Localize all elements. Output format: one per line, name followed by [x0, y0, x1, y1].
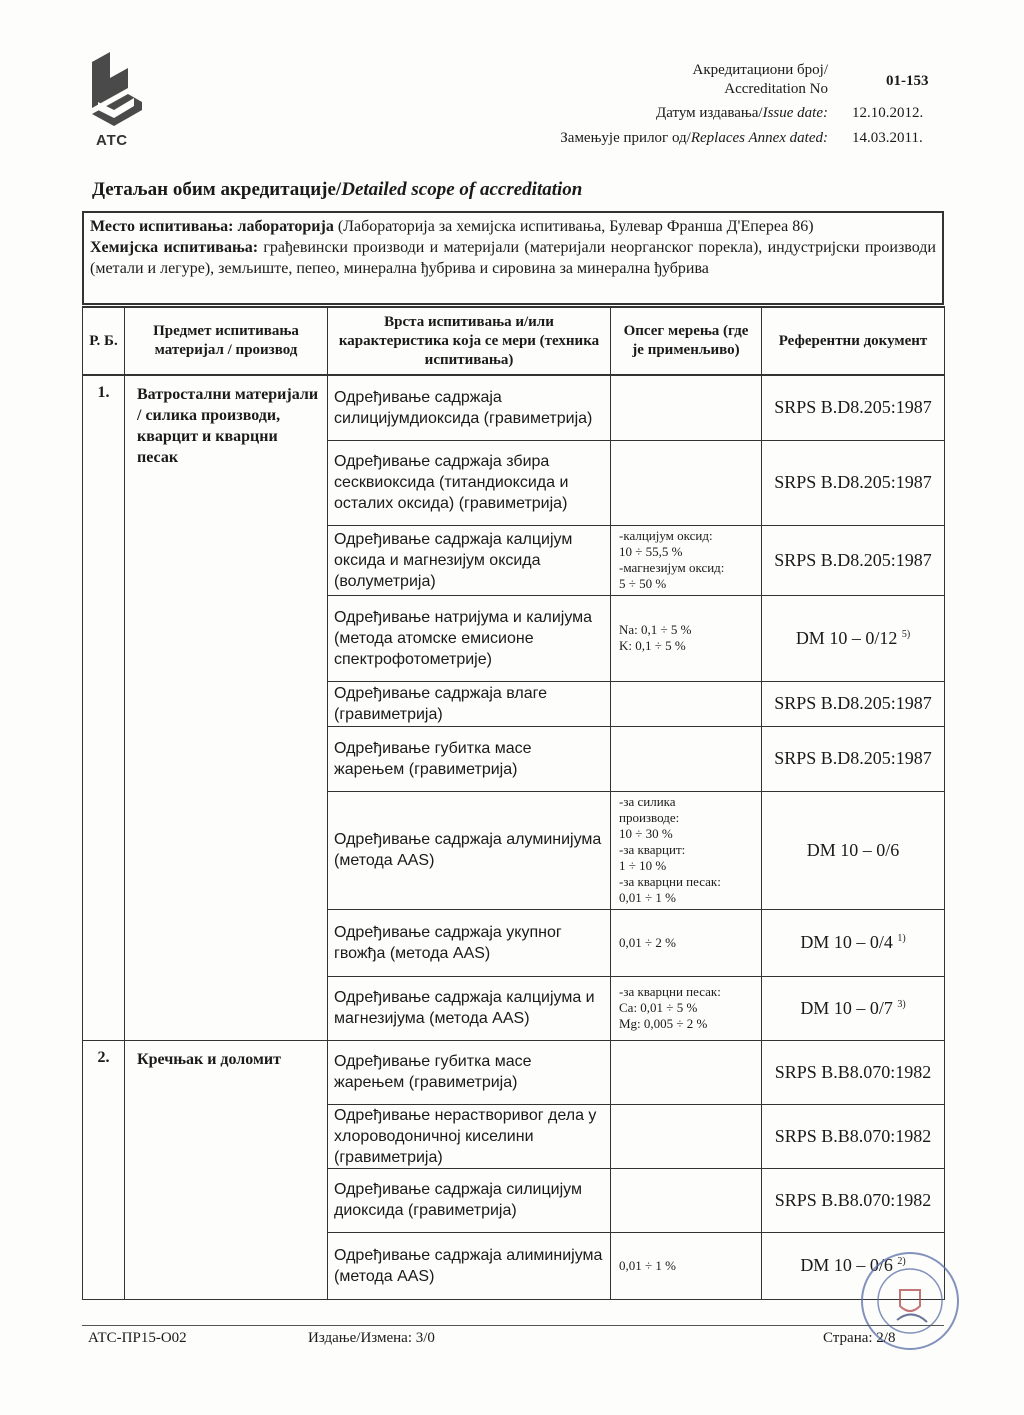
- ref-document: DM 10 – 0/7: [800, 997, 893, 1018]
- test-cell: Одређивање садржаја укупног гвожђа (метода AAS): [328, 909, 611, 976]
- col-test: Врста испитивања и/или карактеристика која се мери (техника испитивања): [328, 307, 611, 375]
- place-label: Место испитивања: лабораторија: [90, 218, 334, 235]
- ref-footnote: 1): [897, 933, 906, 944]
- ref-cell: [762, 440, 945, 525]
- place-value: (Лабораторија за хемијска испитивања, Булевар Франша Д'Епереа 86): [333, 218, 814, 235]
- footer-doc-code: АТС-ПР15-О02: [88, 1330, 187, 1346]
- range-cell: -за силика производе: 10 ÷ 30 % -за кварцит: 1 ÷ 10 % -за кварцни песак: 0,01 ÷ 1 %: [611, 791, 762, 909]
- test-cell: Одређивање губитка масе жарењем (гравиметрија): [328, 726, 611, 791]
- col-subject: Предмет испитивања материјал / производ: [125, 307, 328, 375]
- ref-document: SRPS B.B8.070:1982: [774, 1061, 932, 1082]
- col-rb: Р. Б.: [83, 307, 125, 375]
- footer-divider: [82, 1325, 944, 1326]
- ref-document: DM 10 – 0/4: [800, 932, 893, 952]
- subject-cell: Ватростални материјали / силика производи, кварцит и кварцни песак: [125, 375, 328, 1040]
- col-range: Опсег мерења (где је применљиво): [611, 307, 762, 375]
- ref-footnote: 2): [897, 1256, 906, 1267]
- test-cell: Одређивање садржаја влаге (гравиметрија): [328, 681, 611, 726]
- replaces-date: 14.03.2011.: [852, 130, 923, 146]
- test-cell: Одређивање садржаја алуминијума (метода AAS): [328, 791, 611, 909]
- range-cell: -за кварцни песак: Ca: 0,01 ÷ 5 % Mg: 0,005 ÷ 2 %: [611, 976, 762, 1040]
- subject-cell: Кречњак и доломит: [125, 1040, 328, 1299]
- test-cell: Одређивање нерастворивог дела у хлороводоничној киселини (гравиметрија): [328, 1104, 611, 1168]
- ref-cell: [762, 1104, 945, 1168]
- test-cell: Одређивање садржаја калцијум оксида и магнезијум оксида (волуметрија): [328, 525, 611, 595]
- ref-footnote: 3): [897, 998, 906, 1010]
- range-cell: 0,01 ÷ 1 %: [611, 1232, 762, 1299]
- range-cell: Na: 0,1 ÷ 5 % K: 0,1 ÷ 5 %: [611, 595, 762, 681]
- test-cell: Одређивање губитка масе жарењем (гравиметрија): [328, 1040, 611, 1104]
- scope-box: [82, 211, 944, 305]
- col-ref: Референтни документ: [762, 307, 945, 375]
- range-cell: [611, 1168, 762, 1232]
- table-row: [83, 1040, 945, 1104]
- table-header-row: [83, 307, 945, 375]
- range-cell: [611, 440, 762, 525]
- range-cell: [611, 375, 762, 440]
- footer-page: Страна: 2/8: [823, 1330, 896, 1346]
- range-cell: 0,01 ÷ 2 %: [611, 909, 762, 976]
- ref-cell: [762, 1168, 945, 1232]
- ref-cell: [762, 375, 945, 440]
- ref-cell: [762, 681, 945, 726]
- chem-label: Хемијска испитивања:: [90, 239, 259, 256]
- ref-cell: [762, 595, 945, 681]
- accreditation-label-en: Accreditation No: [724, 81, 828, 97]
- footer-edition: Издање/Измена: 3/0: [308, 1330, 435, 1346]
- chem-value: грађевински производи и материјали (материјали неорганског порекла), индустријски производи (метали и легуре), земљиште, пепео, минерална ђубрива и сировина за минерална ђубрива: [90, 239, 936, 277]
- accreditation-number: 01-153: [886, 73, 929, 89]
- logo-text: АТС: [96, 132, 128, 149]
- ref-document: SRPS B.B8.070:1982: [774, 1189, 932, 1210]
- issue-date-label: Датум издавања/Issue date:: [656, 105, 828, 121]
- ref-cell: [762, 726, 945, 791]
- ref-document: SRPS B.D8.205:1987: [774, 693, 932, 713]
- ref-document: SRPS B.D8.205:1987: [774, 397, 932, 418]
- range-cell: [611, 681, 762, 726]
- test-cell: Одређивање натријума и калијума (метода атомске емисионе спектрофотометрије): [328, 595, 611, 681]
- replaces-label: Замењује прилог од/Replaces Annex dated:: [560, 130, 828, 146]
- ref-document: SRPS B.D8.205:1987: [774, 748, 932, 768]
- ref-document: DM 10 – 0/6: [806, 839, 900, 860]
- row-number: 1.: [83, 375, 125, 1040]
- ref-cell: [762, 525, 945, 595]
- ref-document: SRPS B.D8.205:1987: [774, 549, 932, 570]
- row-number: 2.: [83, 1040, 125, 1299]
- test-cell: Одређивање садржаја силицијум диоксида (гравиметрија): [328, 1168, 611, 1232]
- range-cell: [611, 1104, 762, 1168]
- ref-cell: [762, 976, 945, 1040]
- accreditation-label-sr: Акредитациони број/: [692, 62, 828, 78]
- test-cell: Одређивање садржаја силицијумдиоксида (гравиметрија): [328, 375, 611, 440]
- ref-document: DM 10 – 0/6: [800, 1255, 893, 1275]
- ref-document: SRPS B.D8.205:1987: [774, 472, 932, 492]
- ref-cell: [762, 909, 945, 976]
- ref-cell: [762, 791, 945, 909]
- ref-document: DM 10 – 0/12: [795, 627, 898, 648]
- ref-cell: [762, 1040, 945, 1104]
- issue-date: 12.10.2012.: [852, 105, 924, 121]
- ref-document: SRPS B.B8.070:1982: [774, 1125, 932, 1146]
- test-cell: Одређивање садржаја алиминијума (метода AAS): [328, 1232, 611, 1299]
- table-row: [83, 375, 945, 440]
- page-title: [92, 179, 582, 201]
- range-cell: [611, 726, 762, 791]
- ref-footnote: 5): [901, 628, 911, 640]
- test-cell: Одређивање садржаја калцијума и магнезијума (метода AAS): [328, 976, 611, 1040]
- test-cell: Одређивање садржаја збира сесквиоксида (титандиоксида и осталих оксида) (гравиметрија): [328, 440, 611, 525]
- range-cell: -калцијум оксид: 10 ÷ 55,5 % -магнезијум оксид: 5 ÷ 50 %: [611, 525, 762, 595]
- title-sr: Детаљан обим акредитације/: [92, 179, 342, 200]
- scope-table: [82, 306, 945, 1300]
- title-en: Detailed scope of accreditation: [341, 179, 583, 200]
- range-cell: [611, 1040, 762, 1104]
